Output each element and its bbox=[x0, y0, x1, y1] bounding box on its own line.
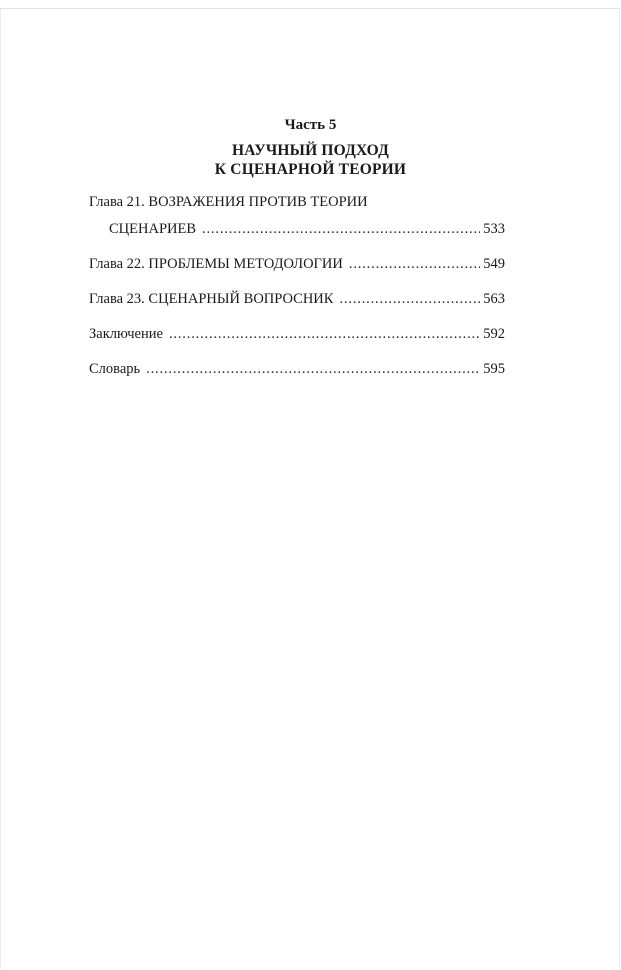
toc-entry-glossary[interactable] bbox=[89, 360, 505, 378]
toc-entry-title: Словарь bbox=[89, 361, 141, 377]
toc-line bbox=[89, 255, 505, 273]
toc-entry-chapter-23[interactable] bbox=[89, 290, 505, 308]
toc-entry-conclusion[interactable] bbox=[89, 325, 505, 343]
part-title bbox=[0, 141, 621, 179]
table-of-contents bbox=[89, 193, 505, 395]
toc-page-number: 592 bbox=[483, 326, 505, 342]
toc-leader-dots bbox=[349, 255, 480, 273]
toc-leader-dots bbox=[202, 220, 480, 238]
toc-entry-title: Глава 23. СЦЕНАРНЫЙ ВОПРОСНИК bbox=[89, 291, 334, 307]
part-title-line: К СЦЕНАРНОЙ ТЕОРИИ bbox=[214, 161, 407, 178]
toc-entry-title-continued: СЦЕНАРИЕВ bbox=[109, 221, 197, 237]
toc-entry-title: Глава 22. ПРОБЛЕМЫ МЕТОДОЛОГИИ bbox=[89, 256, 343, 272]
toc-entry-chapter-22[interactable] bbox=[89, 255, 505, 273]
toc-entry-chapter-21[interactable] bbox=[89, 193, 505, 238]
toc-page-number: 533 bbox=[483, 221, 505, 237]
toc-page-number: 549 bbox=[483, 256, 505, 272]
toc-line bbox=[89, 220, 505, 238]
toc-leader-dots bbox=[146, 360, 480, 378]
toc-entry-title: Заключение bbox=[89, 326, 163, 342]
toc-line bbox=[89, 325, 505, 343]
toc-entry-title: Глава 21. ВОЗРАЖЕНИЯ ПРОТИВ ТЕОРИИ bbox=[89, 194, 368, 210]
toc-page-number: 563 bbox=[483, 291, 505, 307]
toc-line bbox=[89, 193, 505, 211]
part-label: Часть 5 bbox=[284, 117, 337, 133]
toc-line bbox=[89, 290, 505, 308]
toc-line bbox=[89, 360, 505, 378]
toc-leader-dots bbox=[339, 290, 480, 308]
part-title-line: НАУЧНЫЙ ПОДХОД bbox=[231, 142, 389, 159]
toc-page-number: 595 bbox=[483, 361, 505, 377]
toc-leader-dots bbox=[169, 325, 480, 343]
